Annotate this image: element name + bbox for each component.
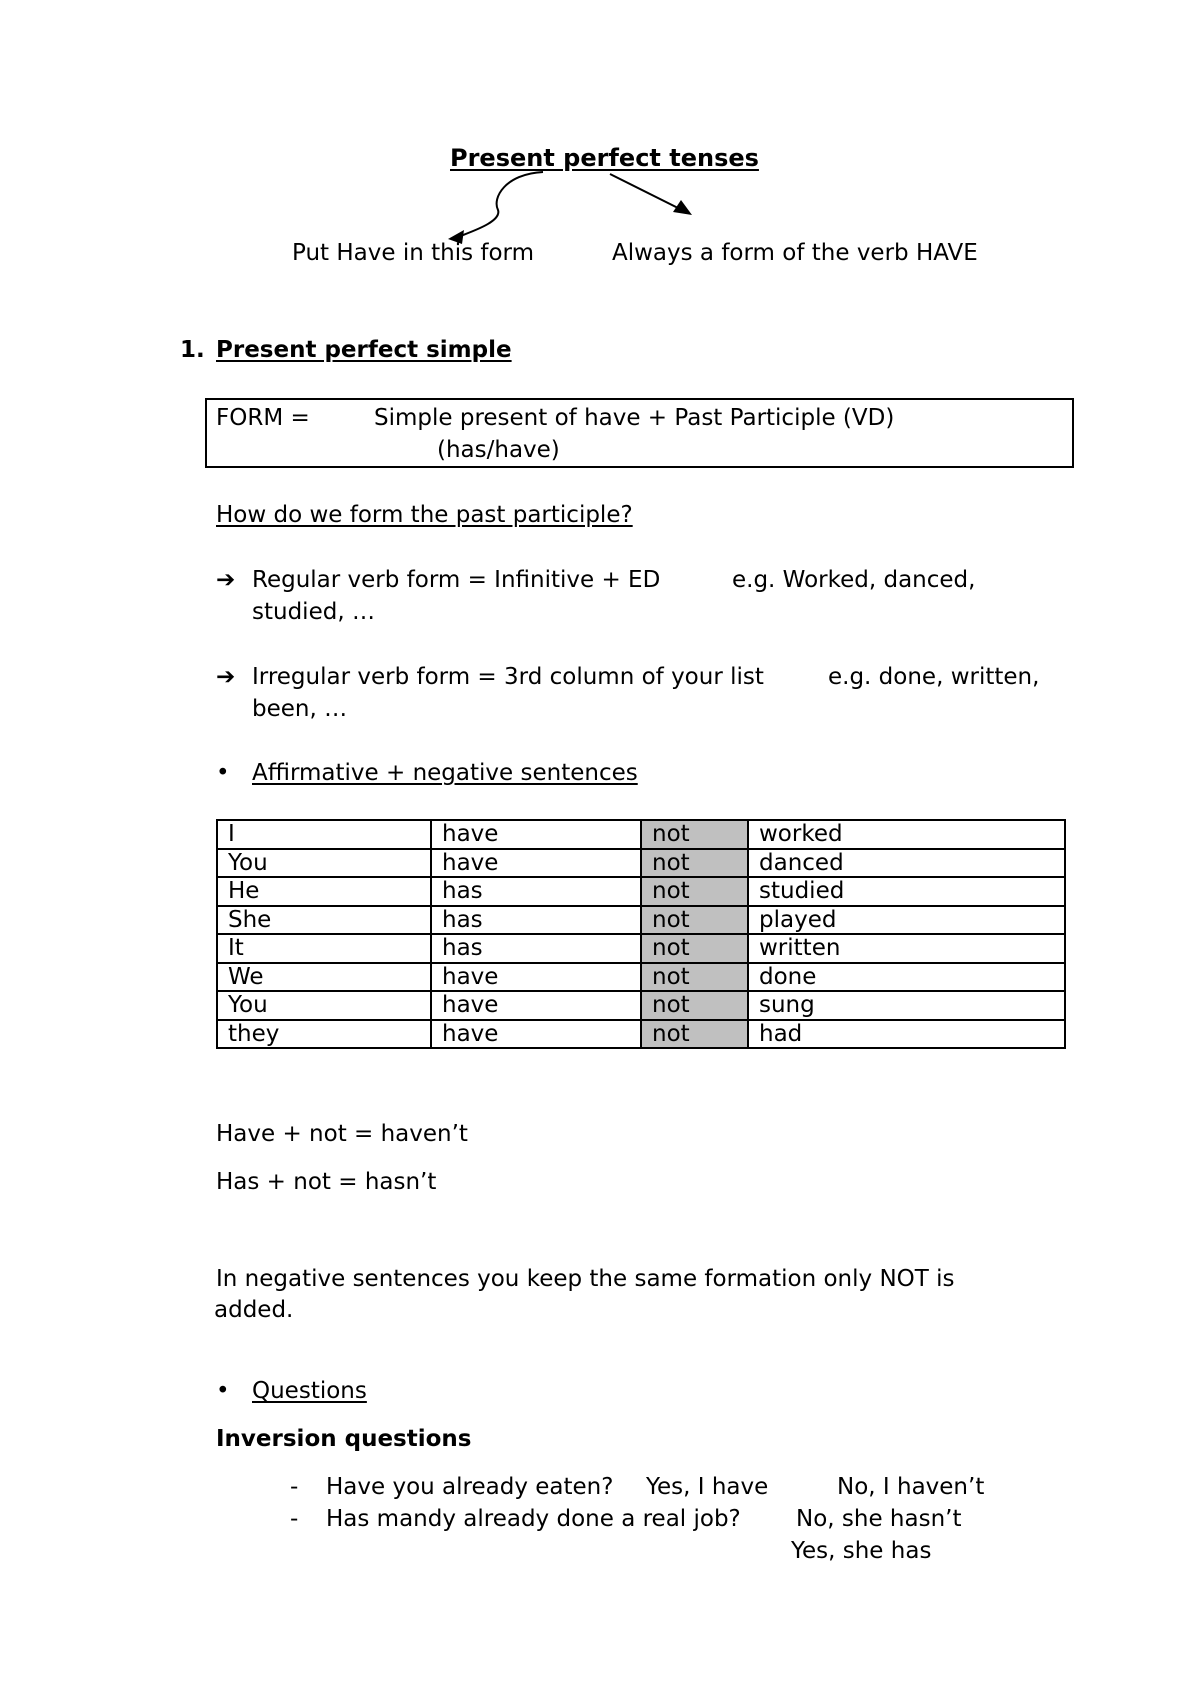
negative-note-line2: added.	[214, 1297, 294, 1323]
form-label: FORM =	[216, 405, 310, 431]
straight-arrow-icon	[610, 174, 682, 210]
arrow-bullet-icon: ➔	[216, 567, 236, 593]
annotation-left: Put Have in this form	[292, 240, 535, 266]
negative-note-line1: In negative sentences you keep the same formation only NOT is	[216, 1266, 955, 1292]
cell-participle: sung	[748, 991, 1065, 1020]
questions-heading: Questions	[252, 1378, 367, 1404]
irregular-rule: Irregular verb form = 3rd column of your list	[252, 664, 764, 690]
table-row	[217, 934, 1065, 963]
inversion-heading: Inversion questions	[216, 1426, 472, 1452]
cell-negation: not	[641, 877, 748, 906]
cell-auxiliary: have	[431, 820, 641, 849]
cell-pronoun: We	[217, 963, 431, 992]
cell-pronoun: It	[217, 934, 431, 963]
form-formula: Simple present of have + Past Participle (VD)	[374, 405, 895, 431]
cell-auxiliary: has	[431, 906, 641, 935]
irregular-example-cont: been, …	[252, 696, 348, 722]
cell-pronoun: You	[217, 991, 431, 1020]
affirmative-heading: Affirmative + negative sentences	[252, 760, 638, 786]
table-row	[217, 991, 1065, 1020]
irregular-example: e.g. done, written,	[828, 664, 1040, 690]
bullet-icon: •	[216, 1378, 230, 1404]
cell-participle: danced	[748, 849, 1065, 878]
question-1-no: No, I haven’t	[837, 1474, 985, 1500]
cell-auxiliary: has	[431, 934, 641, 963]
table-row	[217, 1020, 1065, 1049]
cell-pronoun: You	[217, 849, 431, 878]
cell-negation: not	[641, 991, 748, 1020]
cell-auxiliary: have	[431, 1020, 641, 1049]
arrow-bullet-icon: ➔	[216, 664, 236, 690]
conjugation-table	[216, 819, 1066, 1049]
cell-participle: studied	[748, 877, 1065, 906]
section-heading: Present perfect simple	[216, 337, 512, 363]
cell-pronoun: I	[217, 820, 431, 849]
curved-arrow-icon	[458, 172, 543, 237]
regular-example-cont: studied, …	[252, 599, 375, 625]
cell-auxiliary: have	[431, 963, 641, 992]
table-row	[217, 820, 1065, 849]
table-row	[217, 906, 1065, 935]
dash-icon: -	[290, 1506, 299, 1532]
contraction-have: Have + not = haven’t	[216, 1121, 468, 1147]
cell-participle: played	[748, 906, 1065, 935]
form-note: (has/have)	[437, 437, 560, 463]
question-2: Has mandy already done a real job?	[326, 1506, 741, 1532]
cell-negation: not	[641, 934, 748, 963]
cell-pronoun: they	[217, 1020, 431, 1049]
cell-participle: worked	[748, 820, 1065, 849]
contraction-has: Has + not = hasn’t	[216, 1169, 437, 1195]
annotation-arrows	[440, 160, 700, 250]
cell-auxiliary: has	[431, 877, 641, 906]
cell-pronoun: She	[217, 906, 431, 935]
cell-participle: written	[748, 934, 1065, 963]
question-1-yes: Yes, I have	[646, 1474, 769, 1500]
cell-negation: not	[641, 906, 748, 935]
cell-negation: not	[641, 849, 748, 878]
table-row	[217, 877, 1065, 906]
question-2-yes: Yes, she has	[791, 1538, 932, 1564]
table-row	[217, 963, 1065, 992]
question-2-no: No, she hasn’t	[796, 1506, 962, 1532]
cell-auxiliary: have	[431, 991, 641, 1020]
cell-negation: not	[641, 1020, 748, 1049]
regular-rule: Regular verb form = Infinitive + ED	[252, 567, 661, 593]
regular-example: e.g. Worked, danced,	[732, 567, 976, 593]
table-row	[217, 849, 1065, 878]
participle-question: How do we form the past participle?	[216, 502, 633, 528]
section-number: 1.	[180, 337, 205, 363]
cell-negation: not	[641, 963, 748, 992]
cell-auxiliary: have	[431, 849, 641, 878]
cell-pronoun: He	[217, 877, 431, 906]
bullet-icon: •	[216, 760, 230, 786]
cell-participle: had	[748, 1020, 1065, 1049]
annotation-right: Always a form of the verb HAVE	[612, 240, 978, 266]
cell-participle: done	[748, 963, 1065, 992]
dash-icon: -	[290, 1474, 299, 1500]
page-title: Present perfect tenses	[450, 144, 759, 172]
question-1: Have you already eaten?	[326, 1474, 614, 1500]
cell-negation: not	[641, 820, 748, 849]
